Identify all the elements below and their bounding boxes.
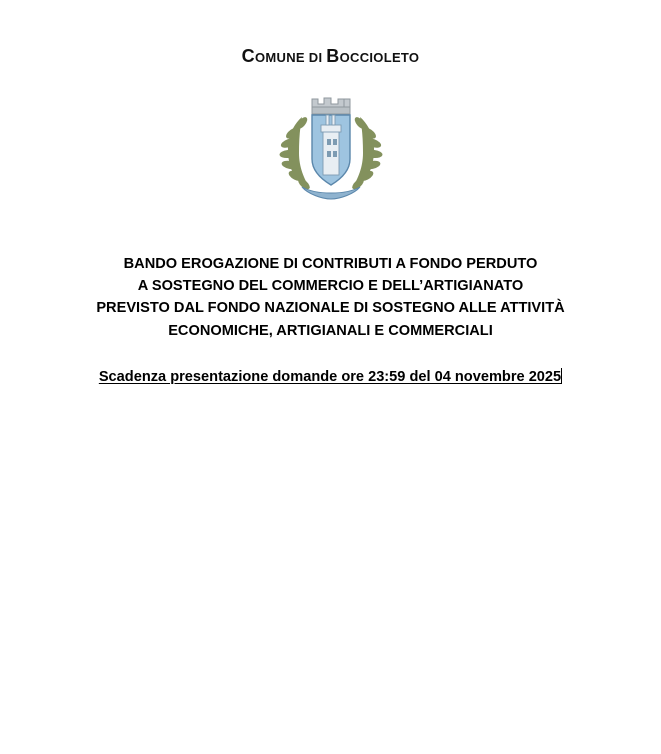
municipality-initial-c: C [241,46,255,66]
crown-icon [312,98,350,114]
page-header-municipality [0,46,661,67]
deadline-container [0,368,661,386]
title-line-3: PREVISTO DAL FONDO NAZIONALE DI SOSTEGNO ALLE ATTIVITÀ [96,300,565,317]
municipality-prefix: OMUNE DI [254,50,327,65]
text-caret [561,368,562,384]
document-page [0,46,661,754]
document-title [0,253,661,342]
crest-container [0,89,661,207]
municipality-initial-b: B [326,46,340,66]
title-line-1: BANDO EROGAZIONE DI CONTRIBUTI A FONDO PERDUTO [123,256,538,272]
title-line-4: ECONOMICHE, ARTIGIANALI E COMMERCIALI [168,322,493,339]
coat-of-arms-icon [266,89,396,201]
deadline-text: Scadenza presentazione domande ore 23:59 del 04 novembre 2025 [98,368,562,385]
title-line-2: A SOSTEGNO DEL COMMERCIO E DELL’ARTIGIANATO [137,278,524,295]
municipality-name: OCCIOLETO [339,50,420,65]
ribbon-icon [302,187,360,199]
